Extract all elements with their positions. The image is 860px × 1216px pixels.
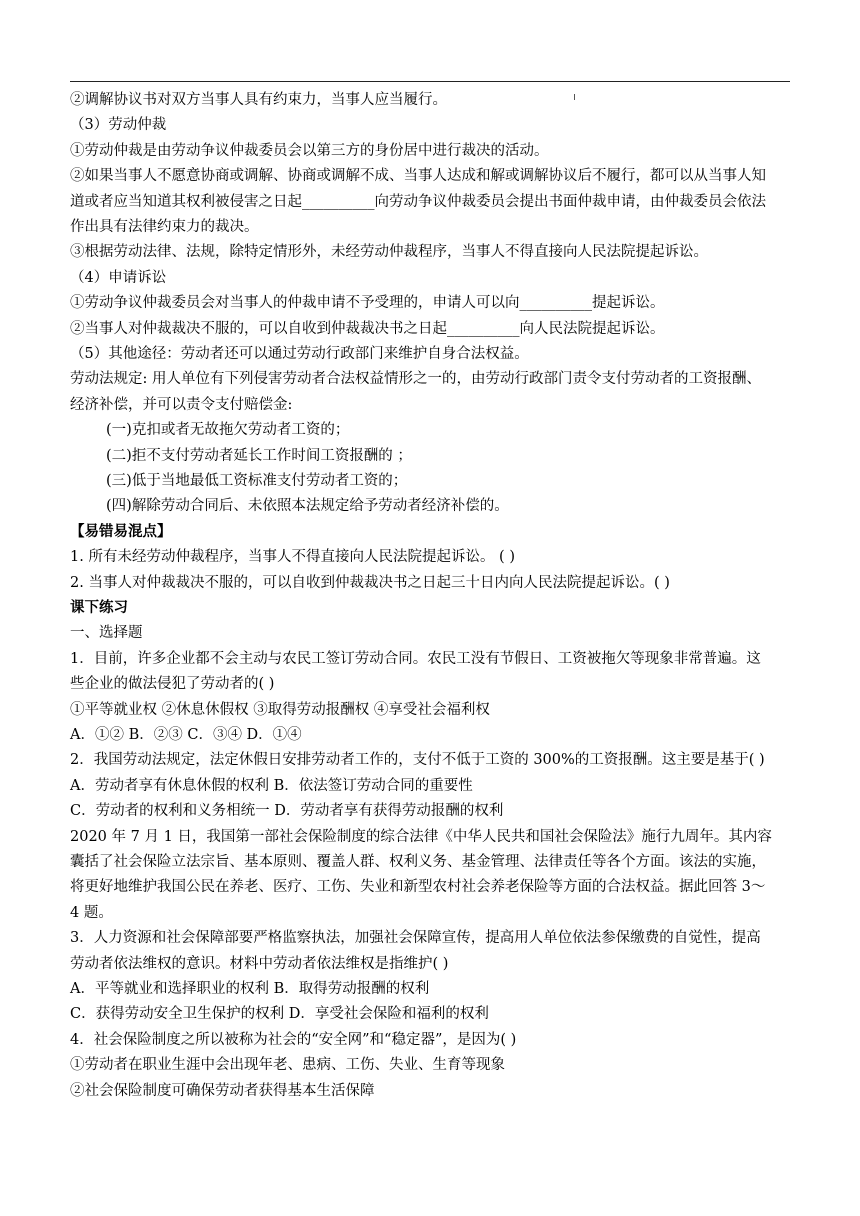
judgment-item: 1. 所有未经劳动仲裁程序，当事人不得直接向人民法院提起诉讼。 ( )	[70, 549, 515, 566]
law-clause: (二)拒不支付劳动者延长工作时间工资报酬的 ；	[106, 447, 412, 464]
question-options: C．劳动者的权利和义务相统一 D．劳动者享有获得劳动报酬的权利	[70, 803, 504, 820]
question-text: 4．社会保险制度之所以被称为社会的“安全网”和“稳定器”，是因为( )	[70, 1031, 517, 1048]
text-line: 作出具有法律约束力的裁决。	[70, 219, 259, 235]
text-line: ②调解协议书对双方当事人具有约束力，当事人应当履行。	[70, 92, 447, 108]
section-heading: 【易错易混点】	[70, 522, 172, 540]
question-text: 2．我国劳动法规定，法定休假日安排劳动者工作的，支付不低于工资的 300%的工资报酬。这主要是基于( )	[70, 752, 765, 769]
question-options: A．劳动者享有休息休假的权利 B．依法签订劳动合同的重要性	[70, 777, 473, 794]
text-line: ②当事人对仲裁裁决不服的，可以自收到仲裁裁决书之日起__________向人民法院提起诉讼。	[70, 320, 665, 337]
question-options: ①平等就业权 ②休息休假权 ③取得劳动报酬权 ④享受社会福利权	[70, 701, 490, 718]
section-heading: 课下练习	[70, 599, 128, 616]
material-text: 2020 年 7 月 1 日，我国第一部社会保险制度的综合法律《中华人民共和国社会保险法》施行九周年。其内容	[70, 828, 772, 845]
text-line: ③根据劳动法律、法规，除特定情形外，未经劳动仲裁程序，当事人不得直接向人民法院提起诉讼。	[70, 244, 708, 261]
law-clause: (三)低于当地最低工资标准支付劳动者工资的；	[106, 473, 408, 489]
section-heading: （4）申请诉讼	[70, 269, 167, 286]
text-line: ②如果当事人不愿意协商或调解、协商或调解不成、当事人达成和解或调解协议后不履行，都可以从当事人知	[70, 168, 766, 185]
section-heading: 一、选择题	[70, 625, 143, 642]
section-heading: （3）劳动仲裁	[70, 117, 167, 134]
material-text: 囊括了社会保险立法宗旨、基本原则、覆盖人群、权利义务、基金管理、法律责任等各个方面。该法的实施，	[70, 854, 766, 870]
question-options: A．①② B．②③ C．③④ D．①④	[70, 727, 302, 743]
text-line: 劳动法规定: 用人单位有下列侵害劳动者合法权益情形之一的，由劳动行政部门责令支付劳动者的工资报酬、	[70, 371, 761, 388]
question-text: 1．目前，许多企业都不会主动与农民工签订劳动合同。农民工没有节假日、工资被拖欠等现象非常普遍。这	[70, 650, 761, 667]
text-line: ①劳动仲裁是由劳动争议仲裁委员会以第三方的身份居中进行裁决的活动。	[70, 142, 549, 159]
law-clause: (四)解除劳动合同后、未依照本法规定给予劳动者经济补偿的。	[106, 498, 509, 515]
text-line: ①劳动争议仲裁委员会对当事人的仲裁申请不予受理的，申请人可以向__________提起诉讼。	[70, 295, 665, 312]
stray-mark	[574, 94, 575, 100]
text-line: 经济补偿，并可以责令支付赔偿金:	[70, 396, 293, 413]
question-options: ②社会保险制度可确保劳动者获得基本生活保障	[70, 1082, 375, 1099]
question-options: A．平等就业和选择职业的权利 B．取得劳动报酬的权利	[70, 981, 430, 997]
text-line: （5）其他途径：劳动者还可以通过劳动行政部门来维护自身合法权益。	[70, 346, 529, 362]
material-text: 4 题。	[70, 904, 113, 921]
judgment-item: 2. 当事人对仲裁裁决不服的，可以自收到仲裁裁决书之日起三十日内向人民法院提起诉讼。( )	[70, 574, 670, 591]
material-text: 将更好地维护我国公民在养老、医疗、工伤、失业和新型农村社会养老保险等方面的合法权益。据此回答 3～	[70, 879, 766, 896]
question-options: C．获得劳动安全卫生保护的权利 D．享受社会保险和福利的权利	[70, 1006, 489, 1023]
question-text: 劳动者依法维权的意识。材料中劳动者依法维权是指维护( )	[70, 955, 449, 972]
question-text: 3．人力资源和社会保障部要严格监察执法，加强社会保障宣传，提高用人单位依法参保缴费的自觉性，提高	[70, 930, 761, 947]
question-text: 些企业的做法侵犯了劳动者的( )	[70, 676, 275, 693]
question-options: ①劳动者在职业生涯中会出现年老、患病、工伤、失业、生育等现象	[70, 1057, 505, 1074]
law-clause: (一)克扣或者无故拖欠劳动者工资的；	[106, 422, 350, 439]
text-line: 道或者应当知道其权利被侵害之日起__________向劳动争议仲裁委员会提出书面仲裁申请，由仲裁委员会依法	[70, 193, 766, 210]
header-rule	[70, 81, 790, 82]
